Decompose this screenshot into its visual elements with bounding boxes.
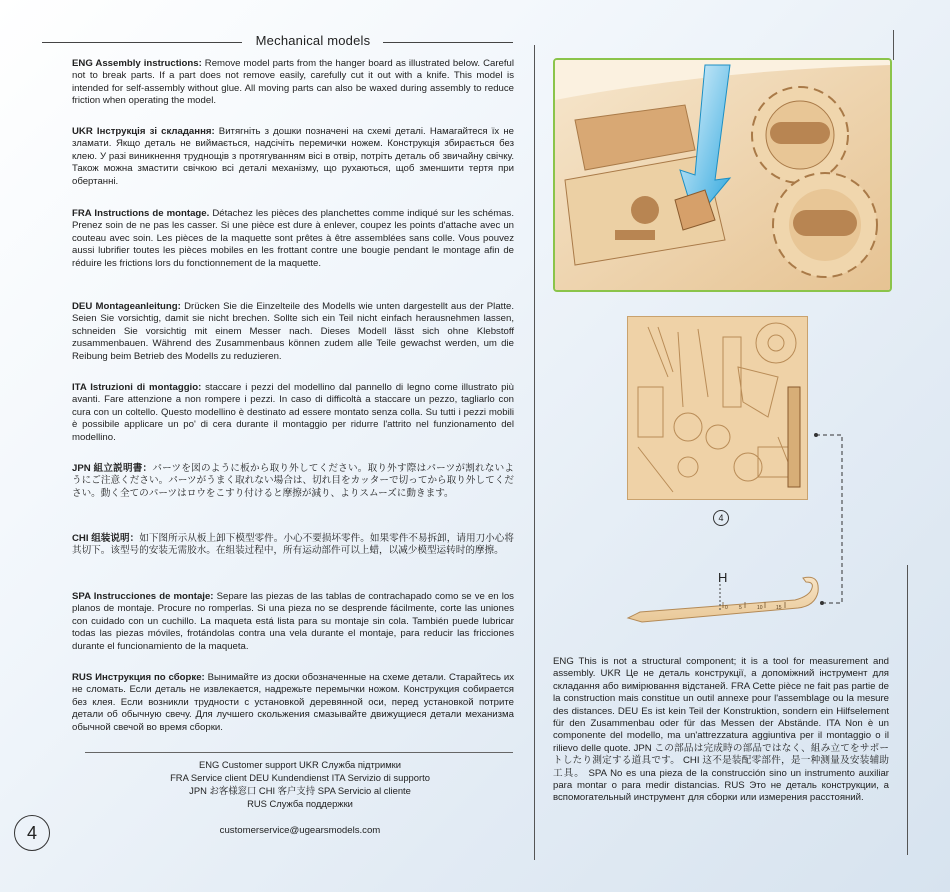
support-divider <box>85 752 513 753</box>
ruler-mark: 15 <box>776 605 782 611</box>
support-line: JPN お客様窓口 CHI 客户支持 SPA Servicio al cliente <box>189 785 411 796</box>
page-title: Mechanical models <box>255 33 371 48</box>
instruction-deu: DEU Montageanleitung: Drücken Sie die Einzelteile des Modells wie unten dargestellt aus der Platte. Seien Sie vorsichtig, damit sie nicht brechen. Sollte sich ein Teil nicht einfach herausnehmen lassen, schneiden Sie vorsichtig mit einem Messer nach. Dieses Modell lässt sich ohne Klebstoff zusammenbauen. Während des Zusammenbaus können zudem alle Teile gewachst werden, um die Reibung beim Betrieb des Modells zu reduzieren. <box>72 301 514 362</box>
board-number-label: 4 <box>713 510 729 526</box>
instruction-rus: RUS Инструкция по сборке: Вынимайте из доски обозначенные на схеме детали. Старайтесь их не сломать. Если деталь не извлекается, надрежьте перемычки ножом. Конструкция собирается без клея. Если возникли трудности с установкой деревянной оси, перед установкой потрите детали об обычную свечу. Для лучшего скольжения смазывайте движущиеся детали механизма обычной свечой во время сборки. <box>72 672 514 733</box>
corner-rule <box>907 565 908 855</box>
instruction-eng: ENG Assembly instructions: Remove model parts from the hanger board as illustrated below. Careful not to break parts. If a part does not remove easily, carefully cut it out with a knife. This model is intended for self-assembly without glue. All moving parts can also be waxed during assembly to reduce friction when operating the model. <box>72 58 514 107</box>
plywood-board-illustration <box>627 316 808 500</box>
parts-layout-drawing <box>628 317 807 499</box>
instruction-ita: ITA Istruzioni di montaggio: staccare i pezzi del modellino dal pannello di legno come illustrato più avanti. Fare attenzione a non rompere i pezzi. In caso di difficoltà a staccare un pezzo, tagliarlo con cura con un coltello. Questo modellino è destinato ad essere montato senza colla. Su tutti i pezzi mobili è possibile applicare un po' di cera durante il montaggio per ridurre l'attrito nel funzionamento del modellino. <box>72 382 514 443</box>
header-rule-left <box>42 42 242 43</box>
instruction-jpn: JPN 組立説明書：パーツを図のように板から取り外してください。取り外す際はパーツが割れないようにご注意ください。パーツがうまく取れない場合は、切れ目をカッターで切ってから取り外してください。動く全てのパーツはロウをこすり付けると摩擦が減り、よりスムーズに動きます。 <box>72 463 514 499</box>
gear-icon <box>752 87 848 183</box>
board-photo-illustration <box>555 60 890 290</box>
ruler-mark: 5 <box>739 605 742 611</box>
ruler-mark: 10 <box>757 605 763 611</box>
customer-support-block <box>120 758 480 810</box>
column-divider <box>534 45 535 860</box>
page-number: 4 <box>14 815 50 851</box>
instruction-fra: FRA Instructions de montage. Détachez les pièces des planchettes comme indiqué sur les schémas. Prenez soin de ne pas les casser. Si une pièce est dure à enlever, coupez les points d'attache avec un couteau avec soin. Les pièces de la maquette sont prêtes à être assemblées sans colle. Vous pouvez aussi lubrifier toutes les pièces mobiles en les frottant contre une bougie pendant le montage afin de réduire les frictions lors du fonctionnement de la maquette. <box>72 208 514 269</box>
tool-note: ENG This is not a structural component; it is a tool for measurement and assembly. UKR Це не деталь конструкції, а допоміжний інструмент для складання або вимірювання відстаней. FRA Cette pièce ne fait pas partie de la construction mais constitue un outil annexe pour l'assemblage ou la mesure des distances. DEU Es ist kein Teil der Konstruktion, sondern ein Hilfselement für den Zusammenbau oder für das Messen der Abstände. ITA Non è un componente del modello, ma un'attrezzatura aggiuntiva per il montaggio o il rilievo delle quote. JPN この部品は完成時の部品ではなく、組み立てをサポートしたり測定する道具です。 CHI 这不是装配零部件，是一种测量及安装辅助工具。 SPA No es una pieza de la construcción sino un instrumento auxiliar para montar o para medir distancias. RUS Это не деталь конструкции, а вспомогательный инструмент для сборки или измерения расстояний. <box>553 656 889 804</box>
gear-icon <box>773 173 877 277</box>
board-photo <box>553 58 892 292</box>
support-email[interactable]: customerservice@ugearsmodels.com <box>219 825 381 836</box>
tool-label: H <box>718 570 728 585</box>
measuring-tool-h <box>620 560 830 630</box>
header-rule-right <box>383 42 513 43</box>
support-line: RUS Служба поддержки <box>247 798 353 809</box>
instruction-chi: CHI 组装说明：如下图所示从板上卸下模型零件。小心不要损坏零件。如果零件不易拆卸，请用刀小心将其切下。该型号的安装无需胶水。在组装过程中，所有运动部件可以上蜡，以减少模型运转时的摩擦。 <box>72 533 514 557</box>
support-line: FRA Service client DEU Kundendienst ITA Servizio di supporto <box>170 772 430 783</box>
instruction-spa: SPA Instrucciones de montaje: Separe las piezas de las tablas de contrachapado como se ve en los planos de montaje. Procure no romperlas. Si una pieza no se desprende fácilmente, corte las uniones con cuidado con un cuchillo. La maqueta está lista para su montaje sin cola. También puede lubricar todas las piezas móviles, frotándolas contra una vela durante el montaje, para reducir las fricciones durante el funcionamiento de la maqueta. <box>72 591 514 652</box>
support-line: ENG Customer support UKR Служба підтримки <box>199 759 401 770</box>
ruler-mark: 0 <box>725 605 728 611</box>
instruction-ukr: UKR Інструкція зі складання: Витягніть з дошки позначені на схемі деталі. Намагайтеся їх не зламати. Якщо деталь не виймається, надсічіть перемички ножем. Конструкція збирається без клею. У разі виникнення труднощів з протягуванням вісі в отвір, потріть деталь об звичайну свічку. Також можна змастити свічкою всі деталі механізму, що рухаються, щоб зменшити тертя при обертанні. <box>72 126 514 187</box>
corner-rule <box>893 30 894 60</box>
